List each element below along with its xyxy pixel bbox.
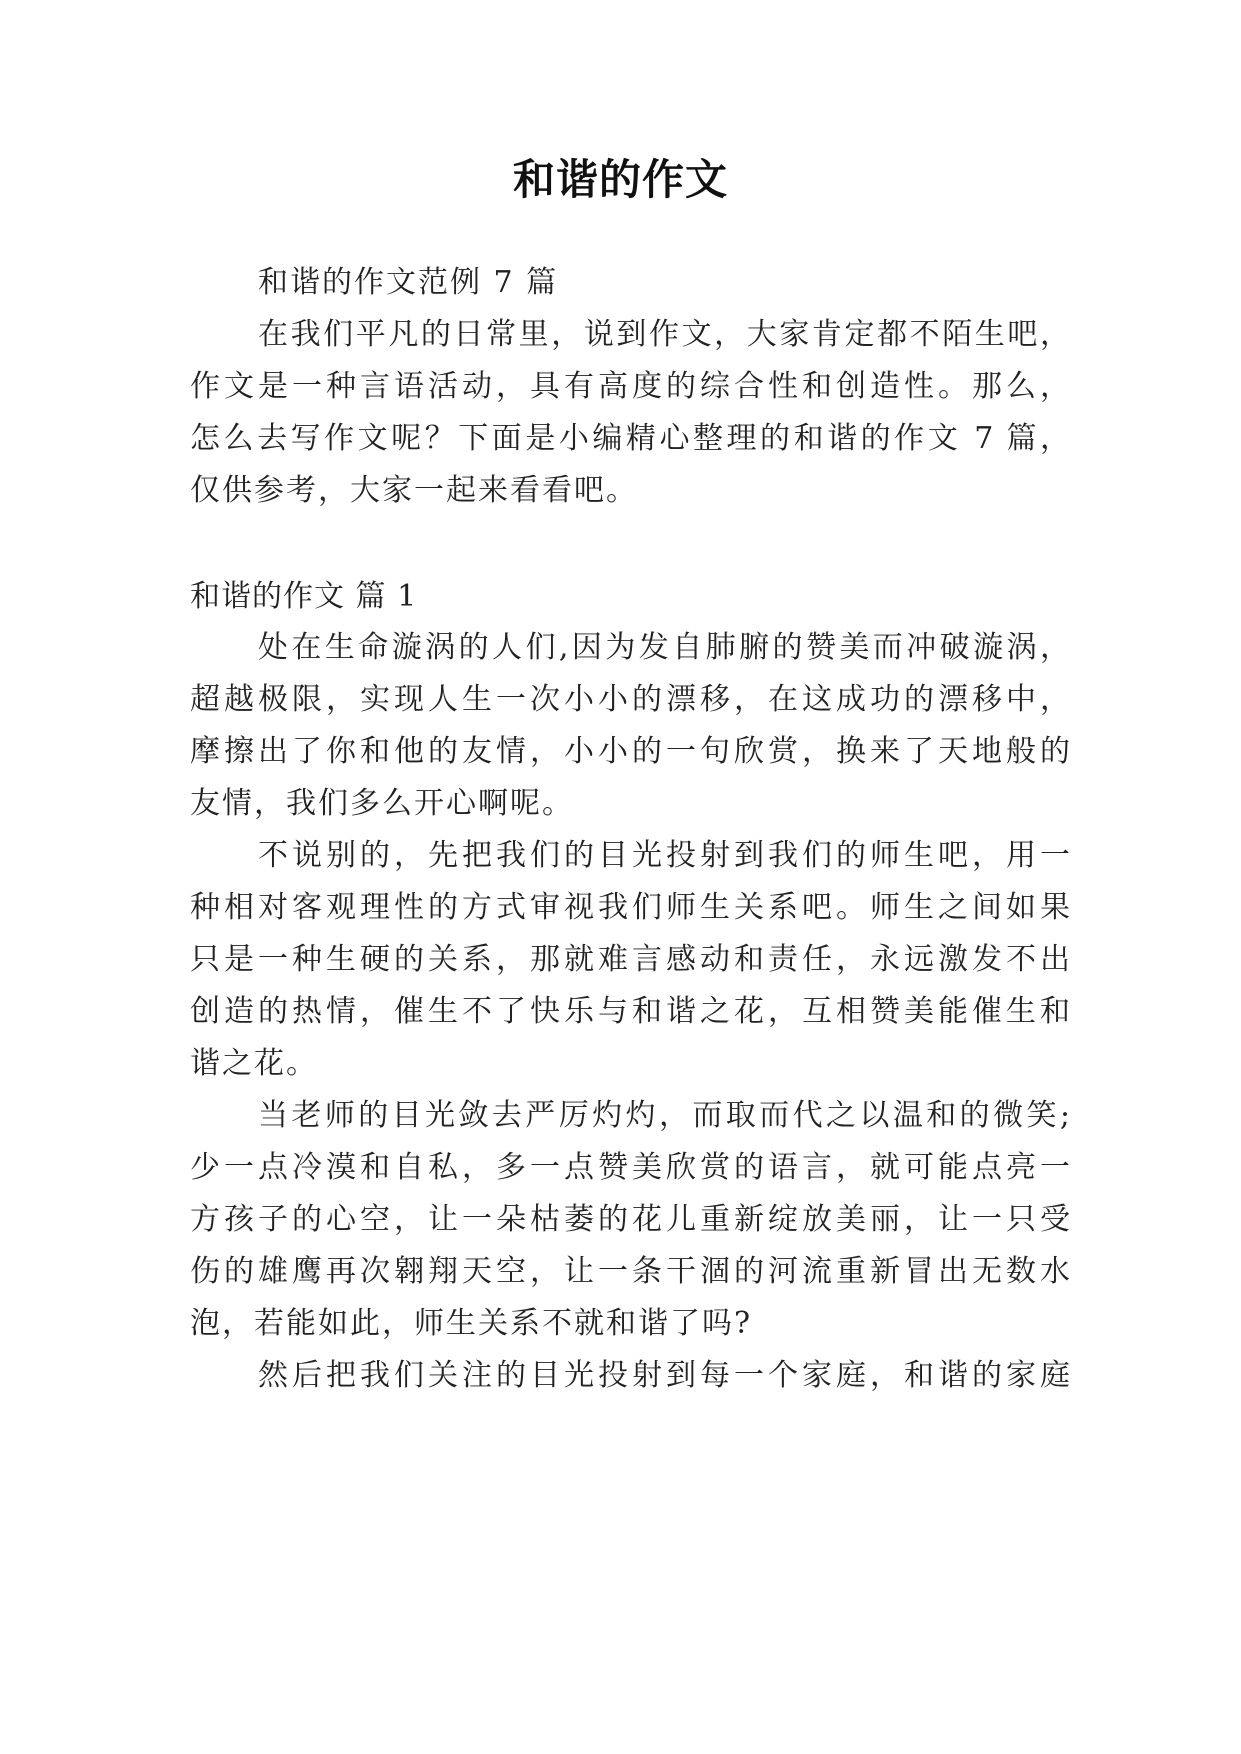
paragraph-line: 当老师的目光敛去严厉灼灼，而取而代之以温和的微笑;	[258, 1098, 1070, 1133]
intro-line: 仅供参考，大家一起来看看吧。	[190, 473, 638, 508]
paragraph-line: 创造的热情，催生不了快乐与和谐之花，互相赞美能催生和	[190, 994, 1070, 1029]
paragraph-line: 然后把我们关注的目光投射到每一个家庭，和谐的家庭	[258, 1358, 1070, 1393]
paragraph-line: 谐之花。	[190, 1046, 318, 1081]
paragraph-line: 方孩子的心空，让一朵枯萎的花儿重新绽放美丽，让一只受	[190, 1202, 1070, 1237]
paragraph-line: 少一点冷漠和自私，多一点赞美欣赏的语言，就可能点亮一	[190, 1150, 1070, 1185]
paragraph-line: 友情，我们多么开心啊呢。	[190, 786, 574, 821]
intro-line: 在我们平凡的日常里，说到作文，大家肯定都不陌生吧，	[258, 317, 1070, 352]
paragraph-line: 不说别的，先把我们的目光投射到我们的师生吧，用一	[258, 838, 1070, 873]
intro-line: 怎么去写作文呢？下面是小编精心整理的和谐的作文 7 篇，	[190, 421, 1070, 456]
paragraph-line: 处在生命漩涡的人们,因为发自肺腑的赞美而冲破漩涡，	[258, 630, 1070, 665]
paragraph-line: 只是一种生硬的关系，那就难言感动和责任，永远激发不出	[190, 942, 1070, 977]
paragraph-line: 超越极限，实现人生一次小小的漂移，在这成功的漂移中，	[190, 682, 1070, 717]
document-title: 和谐的作文	[512, 155, 728, 204]
paragraph-line: 伤的雄鹰再次翱翔天空，让一条干涸的河流重新冒出无数水	[190, 1254, 1070, 1289]
paragraph-line: 摩擦出了你和他的友情，小小的一句欣赏，换来了天地般的	[190, 734, 1070, 769]
paragraph-line: 种相对客观理性的方式审视我们师生关系吧。师生之间如果	[190, 890, 1070, 925]
intro-line: 作文是一种言语活动，具有高度的综合性和创造性。那么，	[190, 369, 1070, 404]
document-subtitle: 和谐的作文范例 7 篇	[258, 265, 559, 300]
section-heading: 和谐的作文 篇 1	[190, 579, 418, 614]
paragraph-line: 泡，若能如此，师生关系不就和谐了吗?	[190, 1306, 753, 1341]
